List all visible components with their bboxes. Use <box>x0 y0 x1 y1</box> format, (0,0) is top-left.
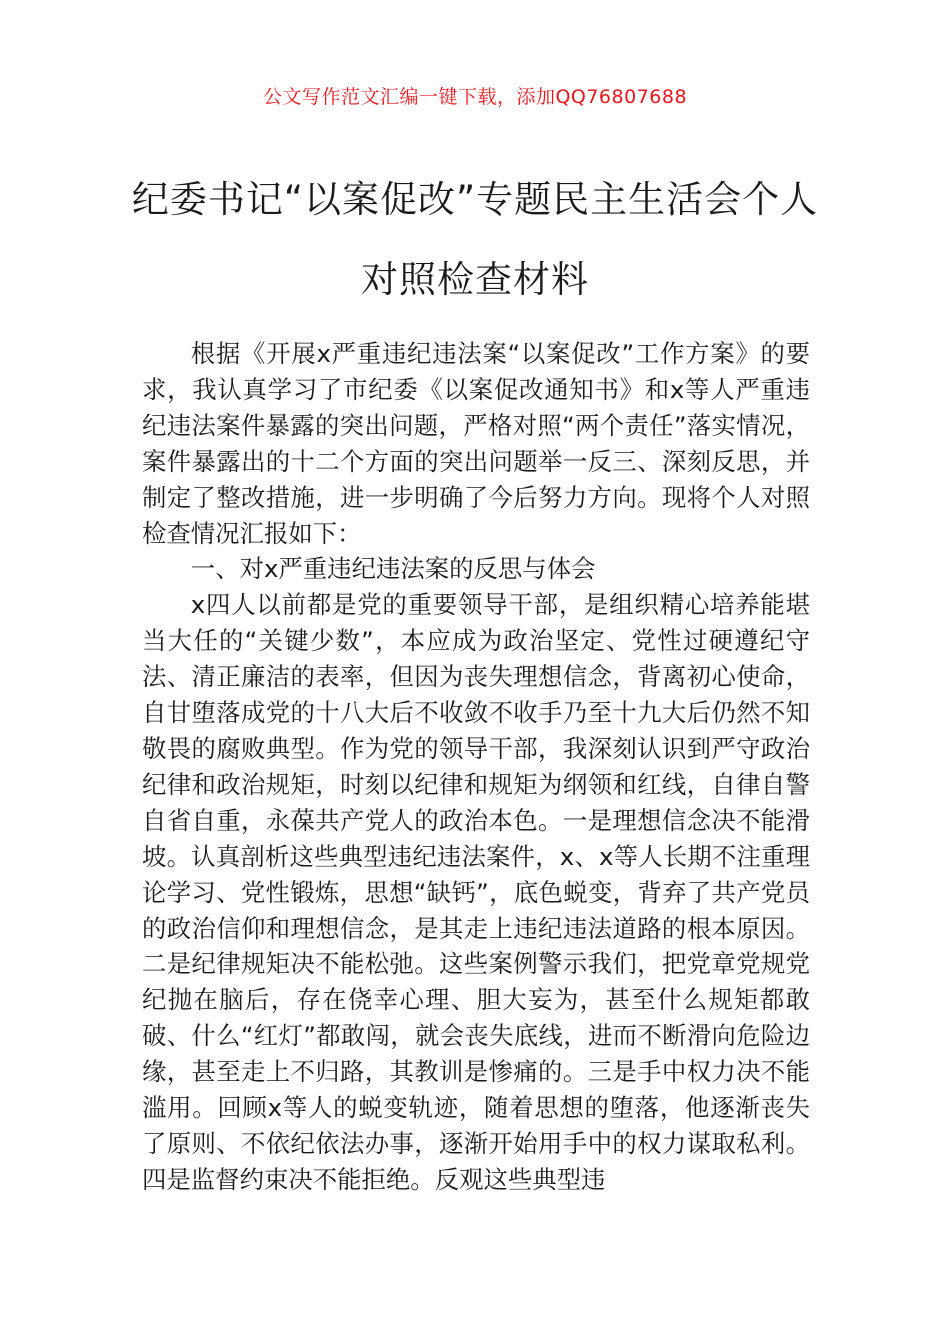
document-body <box>142 336 810 1198</box>
body-paragraph: x四人以前都是党的重要领导干部，是组织精心培养能堪当大任的“关键少数”，本应成为政治坚定、党性过硬遵纪守法、清正廉洁的表率，但因为丧失理想信念，背离初心使命，自甘堕落成党的十八大后不收敛不收手乃至十九大后仍然不知敬畏的腐败典型。作为党的领导干部，我深刻认识到严守政治纪律和政治规矩，时刻以纪律和规矩为纲领和红线，自律自警自省自重，永葆共产党人的政治本色。一是理想信念决不能滑坡。认真剖析这些典型违纪违法案件，x、x等人长期不注重理论学习、党性锻炼，思想“缺钙”，底色蜕变，背弃了共产党员的政治信仰和理想信念，是其走上违纪违法道路的根本原因。二是纪律规矩决不能松弛。这些案例警示我们，把党章党规党纪抛在脑后，存在侥幸心理、胆大妄为，甚至什么规矩都敢破、什么“红灯”都敢闯，就会丧失底线，进而不断滑向危险边缘，甚至走上不归路，其教训是惨痛的。三是手中权力决不能滥用。回顾x等人的蜕变轨迹，随着思想的堕落，他逐渐丧失了原则、不依纪依法办事，逐渐开始用手中的权力谋取私利。四是监督约束决不能拒绝。反观这些典型违 <box>142 590 810 1194</box>
download-banner: 公文写作范文汇编一键下载，添加QQ76807688 <box>262 86 688 108</box>
document-title: 纪委书记“以案促改”专题民主生活会个人对照检查材料 <box>131 178 819 301</box>
intro-paragraph: 根据《开展x严重违纪违法案“以案促改”工作方案》的要求，我认真学习了市纪委《以案促改通知书》和x等人严重违纪违法案件暴露的突出问题，严格对照“两个责任”落实情况，案件暴露出的十二个方面的突出问题举一反三、深刻反思，并制定了整改措施，进一步明确了今后努力方向。现将个人对照检查情况汇报如下： <box>142 339 810 548</box>
section-heading: 一、对x严重违纪违法案的反思与体会 <box>190 554 596 584</box>
